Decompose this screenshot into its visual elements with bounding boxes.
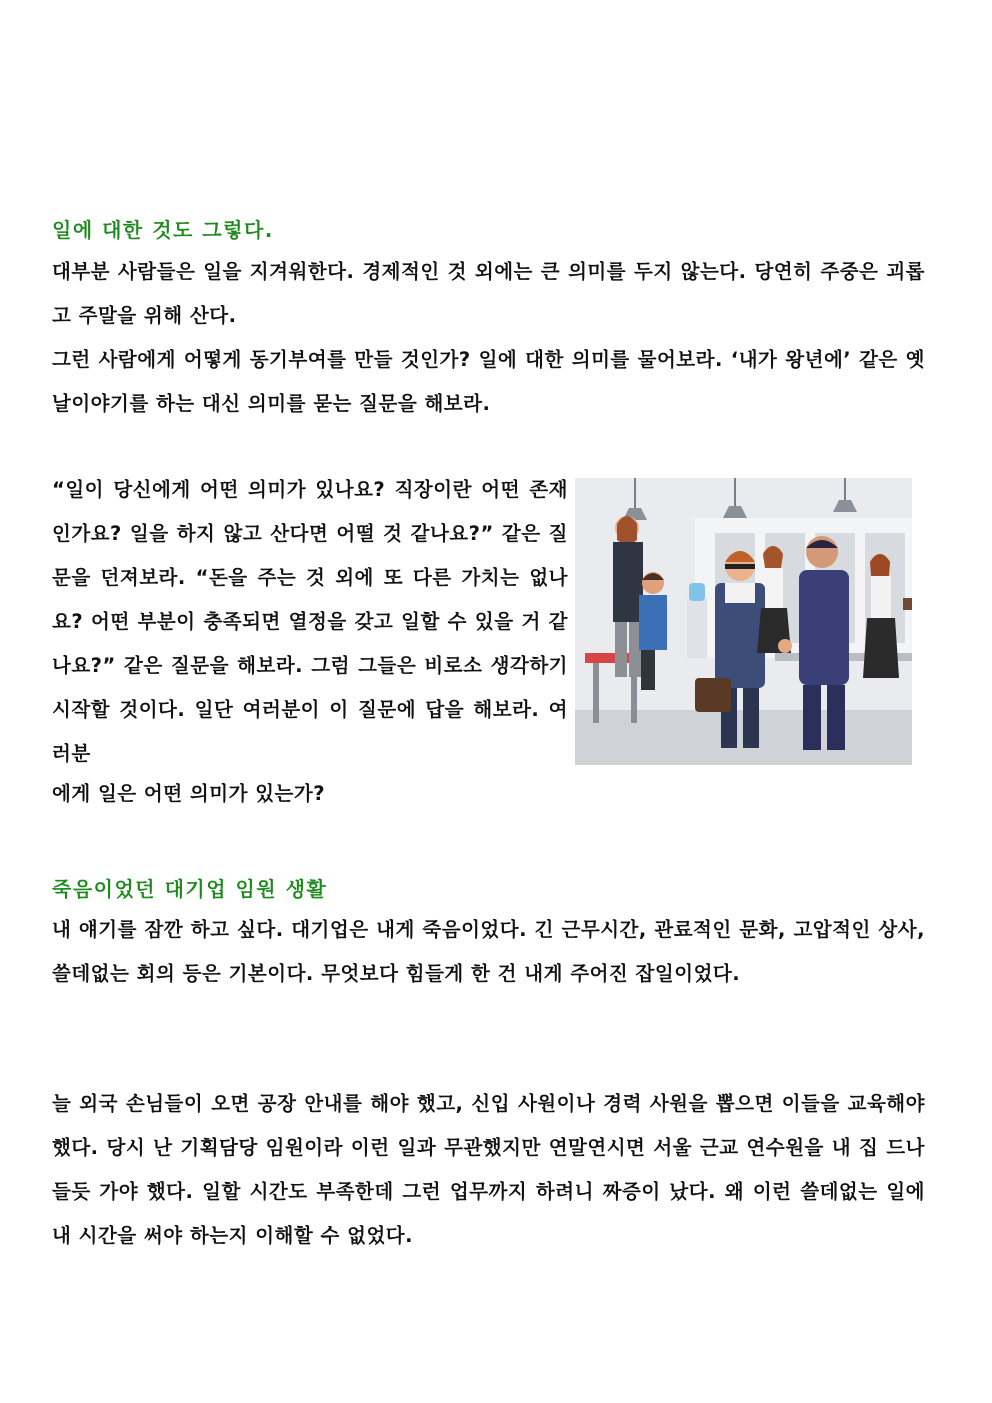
paragraph-work-1: 대부분 사람들은 일을 지겨워한다. 경제적인 것 외에는 큰 의미를 두지 않는다. 당연히 주중은 괴롭고 주말을 위해 산다. [52, 260, 925, 327]
section-heading-work: 일에 대한 것도 그렇다. [52, 218, 274, 242]
office-meeting-illustration [575, 478, 912, 765]
section-heading-executive: 죽음이었던 대기업 임원 생활 [52, 877, 328, 901]
paragraph-questions: “일이 당신에게 어떤 의미가 있나요? 직장이란 어떤 존재인가요? 일을 하지 않고 산다면 어떨 것 같나요?” 같은 질문을 던져보라. “돈을 주는 것 외에 또 다른 가치는 없나요? 어떤 부분이 충족되면 열정을 갖고 일할 수 있을 거 같나요?” 같은 질문을 해보라. 그럼 그들은 비로소 생각하기 시작할 것이다. 일단 여러분이 이 질문에 답을 해보라. 여러분 [52, 478, 568, 765]
paragraph-questions-tail: 에게 일은 어떤 의미가 있는가? [52, 782, 326, 805]
paragraph-executive-2: 늘 외국 손님들이 오면 공장 안내를 해야 했고, 신입 사원이나 경력 사원을 뽑으면 이들을 교육해야 했다. 당시 난 기획담당 임원이라 이런 일과 무관했지만 연말연시면 서울 근교 연수원을 내 집 드나들듯 가야 했다. 일할 시간도 부족한데 그런 업무까지 하려니 짜증이 났다. 왜 이런 쓸데없는 일에 내 시간을 써야 하는지 이해할 수 없었다. [52, 1092, 925, 1247]
paragraph-executive-1: 내 얘기를 잠깐 하고 싶다. 대기업은 내게 죽음이었다. 긴 근무시간, 관료적인 문화, 고압적인 상사, 쓸데없는 회의 등은 기본이다. 무엇보다 힘들게 한 건 내게 주어진 잡일이었다. [52, 918, 925, 985]
paragraph-work-2: 그런 사람에게 어떻게 동기부여를 만들 것인가? 일에 대한 의미를 물어보라. ‘내가 왕년에’ 같은 옛날이야기를 하는 대신 의미를 묻는 질문을 해보라. [52, 348, 925, 415]
